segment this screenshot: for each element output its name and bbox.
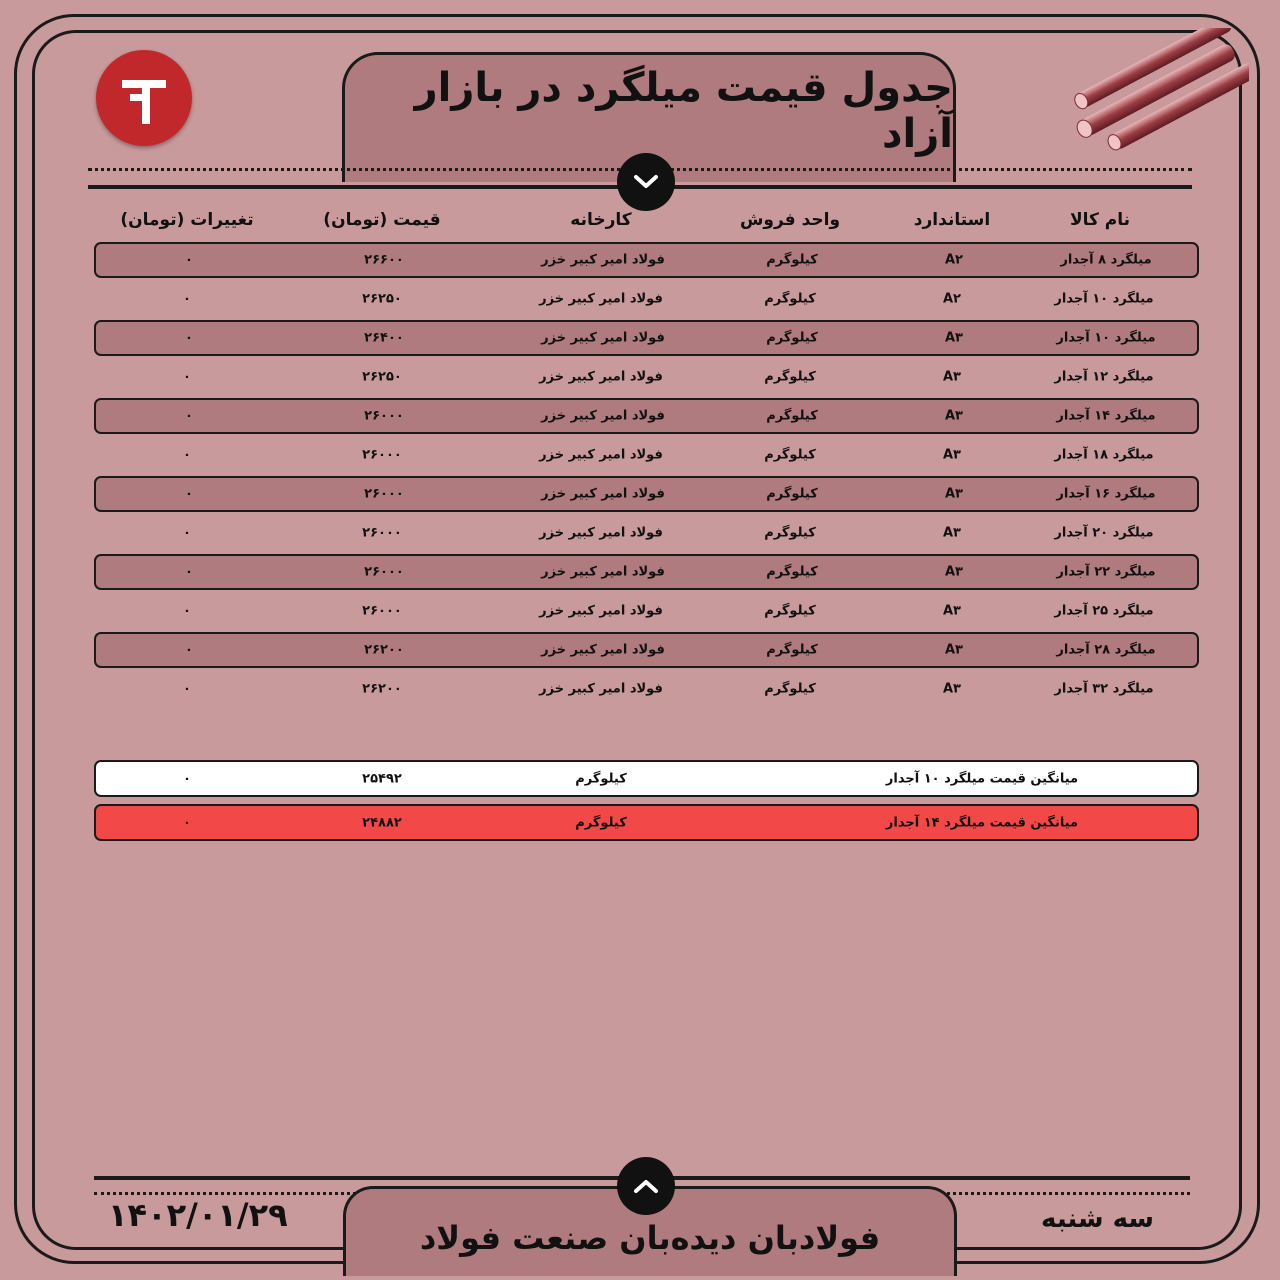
cell-price: ۲۶۲۵۰ xyxy=(362,291,402,307)
cell-standard: A۳ xyxy=(943,525,961,541)
cell-price: ۲۶۲۰۰ xyxy=(362,681,402,697)
cell-price: ۲۶۰۰۰ xyxy=(364,486,404,502)
cell-change: ۰ xyxy=(185,486,193,502)
average-label: میانگین قیمت میلگرد ۱۰ آجدار xyxy=(885,771,1079,786)
cell-factory: فولاد امیر کبیر خزر xyxy=(539,525,663,541)
header-standard: استاندارد xyxy=(913,210,991,230)
table-row xyxy=(94,593,1199,629)
average-unit: کیلوگرم xyxy=(575,771,627,786)
cell-change: ۰ xyxy=(183,525,191,541)
cell-change: ۰ xyxy=(183,603,191,619)
cell-name: میلگرد ۱۰ آجدار xyxy=(1056,330,1156,346)
cell-standard: A۳ xyxy=(945,642,963,658)
cell-factory: فولاد امیر کبیر خزر xyxy=(541,564,665,580)
cell-standard: A۲ xyxy=(945,252,963,268)
average-price: ۲۵۴۹۲ xyxy=(362,771,402,786)
table-row xyxy=(94,320,1199,356)
cell-change: ۰ xyxy=(185,408,193,424)
cell-factory: فولاد امیر کبیر خزر xyxy=(541,330,665,346)
footer-brand: فولادبان دیده‌بان صنعت فولاد xyxy=(419,1218,881,1257)
header-name: نام کالا xyxy=(1069,210,1131,230)
cell-change: ۰ xyxy=(183,447,191,463)
cell-price: ۲۶۴۰۰ xyxy=(364,330,404,346)
cell-name: میلگرد ۲۸ آجدار xyxy=(1056,642,1156,658)
cell-unit: کیلوگرم xyxy=(766,486,818,502)
cell-change: ۰ xyxy=(185,564,193,580)
rebar-illustration-icon xyxy=(1064,28,1249,162)
cell-factory: فولاد امیر کبیر خزر xyxy=(539,291,663,307)
cell-factory: فولاد امیر کبیر خزر xyxy=(541,408,665,424)
footer-date: ۱۴۰۲/۰۱/۲۹ xyxy=(108,1196,288,1234)
table-row xyxy=(94,281,1199,317)
cell-factory: فولاد امیر کبیر خزر xyxy=(541,642,665,658)
chevron-down-icon xyxy=(617,153,675,211)
cell-standard: A۳ xyxy=(943,603,961,619)
cell-unit: کیلوگرم xyxy=(764,681,816,697)
average-row-10 xyxy=(94,760,1199,797)
cell-unit: کیلوگرم xyxy=(766,564,818,580)
cell-unit: کیلوگرم xyxy=(764,291,816,307)
table-row xyxy=(94,554,1199,590)
cell-change: ۰ xyxy=(183,291,191,307)
cell-standard: A۳ xyxy=(945,486,963,502)
cell-change: ۰ xyxy=(185,330,193,346)
cell-change: ۰ xyxy=(185,642,193,658)
cell-unit: کیلوگرم xyxy=(766,252,818,268)
cell-standard: A۳ xyxy=(945,330,963,346)
cell-name: میلگرد ۱۶ آجدار xyxy=(1056,486,1156,502)
cell-standard: A۳ xyxy=(943,681,961,697)
cell-standard: A۳ xyxy=(943,369,961,385)
cell-price: ۲۶۰۰۰ xyxy=(364,564,404,580)
cell-name: میلگرد ۱۰ آجدار xyxy=(1054,291,1154,307)
cell-change: ۰ xyxy=(183,369,191,385)
table-row xyxy=(94,476,1199,512)
cell-name: میلگرد ۱۴ آجدار xyxy=(1056,408,1156,424)
cell-price: ۲۶۶۰۰ xyxy=(364,252,404,268)
cell-change: ۰ xyxy=(185,252,193,268)
cell-unit: کیلوگرم xyxy=(764,447,816,463)
cell-factory: فولاد امیر کبیر خزر xyxy=(541,252,665,268)
chevron-up-icon xyxy=(617,1157,675,1215)
cell-name: میلگرد ۱۲ آجدار xyxy=(1054,369,1154,385)
average-label: میانگین قیمت میلگرد ۱۴ آجدار xyxy=(885,815,1079,830)
cell-unit: کیلوگرم xyxy=(766,330,818,346)
page-title: جدول قیمت میلگرد در بازار آزاد xyxy=(414,64,953,157)
average-change: ۰ xyxy=(183,771,191,786)
cell-factory: فولاد امیر کبیر خزر xyxy=(541,486,665,502)
cell-name: میلگرد ۸ آجدار xyxy=(1060,252,1152,268)
cell-change: ۰ xyxy=(183,681,191,697)
average-price: ۲۴۸۸۲ xyxy=(362,815,402,830)
cell-name: میلگرد ۲۵ آجدار xyxy=(1054,603,1154,619)
table-row xyxy=(94,359,1199,395)
cell-standard: A۳ xyxy=(945,408,963,424)
average-unit: کیلوگرم xyxy=(575,815,627,830)
cell-name: میلگرد ۲۰ آجدار xyxy=(1054,525,1154,541)
cell-price: ۲۶۰۰۰ xyxy=(362,525,402,541)
cell-unit: کیلوگرم xyxy=(766,642,818,658)
table-row xyxy=(94,671,1199,707)
cell-unit: کیلوگرم xyxy=(764,525,816,541)
cell-factory: فولاد امیر کبیر خزر xyxy=(539,369,663,385)
cell-factory: فولاد امیر کبیر خزر xyxy=(539,603,663,619)
cell-price: ۲۶۰۰۰ xyxy=(362,603,402,619)
cell-price: ۲۶۲۵۰ xyxy=(362,369,402,385)
cell-unit: کیلوگرم xyxy=(764,603,816,619)
cell-standard: A۲ xyxy=(943,291,961,307)
table-row xyxy=(94,632,1199,668)
cell-name: میلگرد ۲۲ آجدار xyxy=(1056,564,1156,580)
header-factory: کارخانه xyxy=(570,210,632,230)
table-row xyxy=(94,437,1199,473)
header-price: قیمت (تومان) xyxy=(323,210,441,230)
cell-name: میلگرد ۳۲ آجدار xyxy=(1054,681,1154,697)
cell-price: ۲۶۰۰۰ xyxy=(362,447,402,463)
average-change: ۰ xyxy=(183,815,191,830)
cell-unit: کیلوگرم xyxy=(766,408,818,424)
table-row xyxy=(94,242,1199,278)
brand-logo-icon xyxy=(96,50,192,146)
cell-price: ۲۶۰۰۰ xyxy=(364,408,404,424)
cell-factory: فولاد امیر کبیر خزر xyxy=(539,447,663,463)
footer-day: سه شنبه xyxy=(1041,1204,1154,1234)
cell-standard: A۳ xyxy=(945,564,963,580)
cell-unit: کیلوگرم xyxy=(764,369,816,385)
header-change: تغییرات (تومان) xyxy=(120,210,254,230)
cell-standard: A۳ xyxy=(943,447,961,463)
average-row-14 xyxy=(94,804,1199,841)
cell-factory: فولاد امیر کبیر خزر xyxy=(539,681,663,697)
cell-name: میلگرد ۱۸ آجدار xyxy=(1054,447,1154,463)
table-row xyxy=(94,515,1199,551)
table-row xyxy=(94,398,1199,434)
header-unit: واحد فروش xyxy=(739,210,841,230)
cell-price: ۲۶۲۰۰ xyxy=(364,642,404,658)
